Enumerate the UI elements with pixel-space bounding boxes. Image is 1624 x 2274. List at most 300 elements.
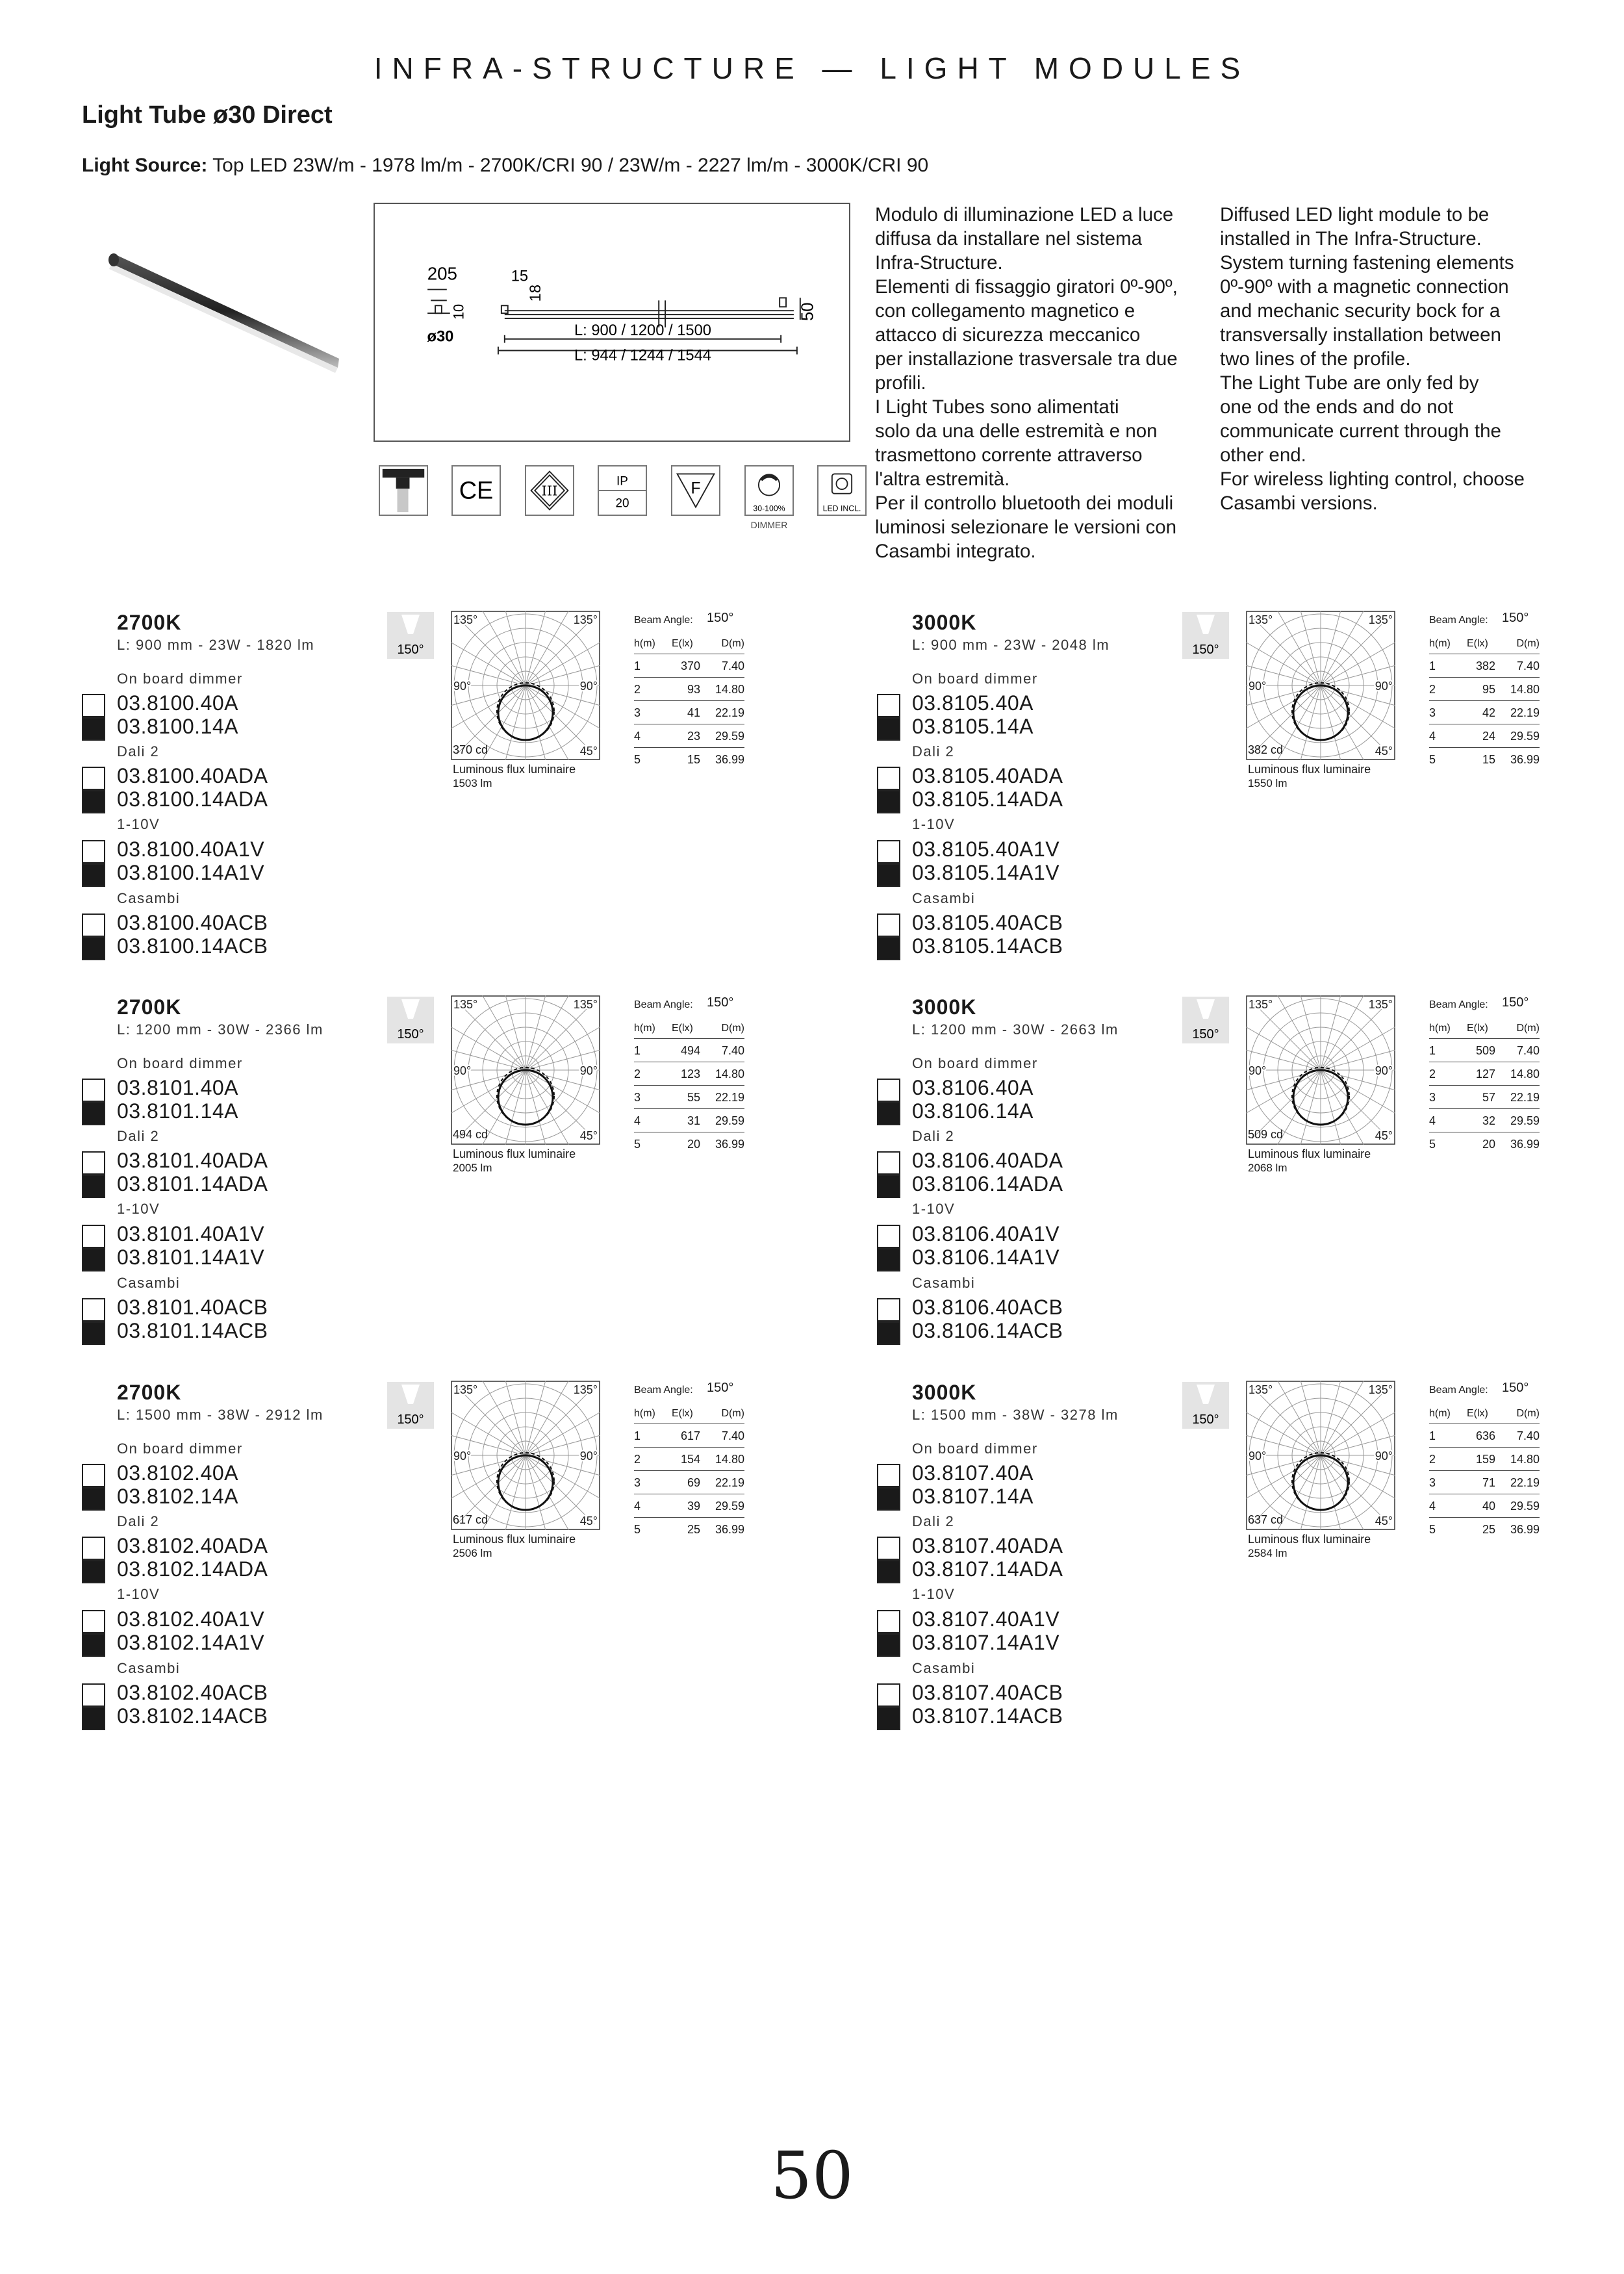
cell-height: 1 [1429, 659, 1436, 672]
product-photo [97, 240, 344, 377]
table-row [634, 1494, 744, 1518]
luminous-flux-value: 2584 lm [1248, 1547, 1288, 1559]
cell-height: 2 [634, 1067, 641, 1080]
cell-diameter: 22.19 [1510, 1476, 1540, 1489]
cell-diameter: 14.80 [1510, 683, 1540, 696]
cell-diameter: 36.99 [1510, 1523, 1540, 1536]
cell-height: 4 [1429, 1500, 1436, 1513]
class-iii-text: III [541, 483, 558, 499]
color-temperature: 2700K [117, 995, 182, 1019]
cell-height: 4 [634, 730, 641, 743]
black-finish-swatch [877, 1248, 900, 1271]
col-header-height: h(m) [634, 638, 655, 649]
luminous-flux-label: Luminous flux luminaire [453, 1147, 576, 1160]
product-code: 03.8106.14ACB [912, 1319, 1063, 1342]
cell-height: 3 [1429, 1476, 1436, 1489]
category-label: On board dimmer [912, 671, 1038, 687]
photometric-polar-chart [1246, 995, 1395, 1145]
illuminance-table [1429, 1381, 1540, 1540]
cell-illuminance: 617 [680, 1429, 700, 1442]
table-row [1429, 1518, 1540, 1540]
polar-diagram [1246, 611, 1395, 760]
table-row [1429, 724, 1540, 748]
angle-45-label: 45° [579, 745, 598, 758]
angle-90-left: 90° [453, 1064, 472, 1077]
cell-diameter: 7.40 [721, 1429, 744, 1442]
white-finish-swatch [877, 1298, 900, 1322]
angle-90-right: 90° [1375, 1064, 1393, 1077]
col-header-diameter: D(m) [1516, 1023, 1540, 1034]
product-code: 03.8101.40ADA [117, 1149, 268, 1172]
illuminance-table [634, 1381, 744, 1540]
category-label: 1-10V [117, 1586, 160, 1602]
ip-rating-icon [598, 465, 647, 516]
cell-diameter: 14.80 [715, 1067, 744, 1080]
angle-90-right: 90° [579, 680, 598, 693]
category-label: Casambi [117, 1275, 181, 1291]
product-code: 03.8106.14A1V [912, 1246, 1060, 1269]
cell-diameter: 36.99 [715, 1523, 744, 1536]
led-incl-text: LED INCL. [822, 504, 861, 513]
illuminance-table [634, 611, 744, 771]
category-label: 1-10V [912, 1586, 956, 1602]
photometric-polar-chart [1246, 611, 1395, 760]
angle-135-right: 135° [573, 613, 598, 626]
angle-135-left: 135° [453, 998, 478, 1011]
cell-height: 1 [1429, 1429, 1436, 1442]
product-code: 03.8101.14A1V [117, 1246, 265, 1269]
product-code: 03.8106.40A [912, 1076, 1034, 1099]
product-title: Light Tube ø30 Direct [82, 101, 333, 129]
product-code: 03.8102.14A1V [117, 1631, 265, 1654]
black-finish-swatch [82, 1175, 105, 1198]
col-header-illuminance: E(lx) [1467, 638, 1488, 649]
luminous-flux-value: 1550 lm [1248, 777, 1288, 789]
variant-block [82, 995, 796, 1385]
white-finish-swatch [82, 694, 105, 717]
table-row [1429, 1448, 1540, 1471]
black-finish-swatch [877, 1175, 900, 1198]
white-finish-swatch [82, 1683, 105, 1707]
beam-type-icon [379, 465, 428, 516]
table-row [1429, 1039, 1540, 1062]
luminous-flux-value: 2005 lm [453, 1162, 492, 1174]
polar-diagram [451, 1381, 600, 1530]
svg-text:150°: 150° [1192, 1027, 1219, 1041]
description-english: Diffused LED light module to be installed in The Infra-Structure. System turning fastening elements 0º-90º with a magnetic connection and mechanic security bock for a transversally installation between two lines of the profile. The Light Tube are only fed by one od the ends and do not communicate current through the other end. For wireless lighting control, choose Casambi versions. [1220, 204, 1525, 514]
cell-illuminance: 71 [1482, 1476, 1495, 1489]
white-finish-swatch [877, 1610, 900, 1633]
cell-illuminance: 382 [1475, 659, 1495, 672]
cell-diameter: 14.80 [715, 1453, 744, 1466]
category-label: On board dimmer [117, 1440, 243, 1457]
category-label: On board dimmer [912, 1055, 1038, 1071]
white-finish-swatch [82, 1537, 105, 1560]
cell-illuminance: 40 [1482, 1500, 1495, 1513]
cell-diameter: 29.59 [1510, 1500, 1540, 1513]
ce-mark-icon [451, 465, 501, 516]
cell-diameter: 22.19 [1510, 706, 1540, 719]
table-row [1429, 1494, 1540, 1518]
product-code: 03.8106.14A [912, 1099, 1034, 1123]
cell-height: 4 [1429, 730, 1436, 743]
product-code: 03.8105.14ACB [912, 934, 1063, 958]
angle-135-left: 135° [1249, 1383, 1273, 1396]
cell-illuminance: 69 [687, 1476, 700, 1489]
product-code: 03.8101.40A1V [117, 1222, 265, 1246]
beam-angle-icon [1182, 612, 1229, 659]
category-label: 1-10V [912, 1201, 956, 1217]
cell-diameter: 29.59 [1510, 1114, 1540, 1127]
length-label-2: L: 944 / 1244 / 1544 [574, 347, 711, 364]
white-finish-swatch [877, 840, 900, 863]
cell-diameter: 14.80 [1510, 1067, 1540, 1080]
product-code: 03.8102.14ACB [117, 1704, 268, 1728]
product-code: 03.8106.14ADA [912, 1172, 1063, 1195]
product-code: 03.8100.14A [117, 715, 238, 738]
polar-diagram [1246, 995, 1395, 1145]
product-code: 03.8106.40ADA [912, 1149, 1063, 1172]
black-finish-swatch [877, 1322, 900, 1345]
black-finish-swatch [877, 1560, 900, 1583]
cell-illuminance: 15 [1482, 753, 1495, 766]
col-header-height: h(m) [634, 1023, 655, 1034]
category-label: Casambi [912, 1660, 976, 1676]
beam-angle-label: Beam Angle: [1429, 615, 1488, 626]
black-finish-swatch [877, 937, 900, 960]
white-finish-swatch [82, 1464, 105, 1487]
variant-spec: L: 900 mm - 23W - 1820 lm [117, 637, 315, 653]
col-header-illuminance: E(lx) [1467, 1023, 1488, 1034]
dimmer-caption: DIMMER [750, 520, 788, 530]
cell-illuminance: 32 [1482, 1114, 1495, 1127]
black-finish-swatch [82, 717, 105, 741]
product-code: 03.8102.40ADA [117, 1534, 268, 1557]
col-header-illuminance: E(lx) [1467, 1408, 1488, 1419]
product-code: 03.8105.40ADA [912, 764, 1063, 787]
luminous-flux-value: 2506 lm [453, 1547, 492, 1559]
product-code: 03.8106.40A1V [912, 1222, 1060, 1246]
col-header-diameter: D(m) [721, 1408, 744, 1419]
polar-diagram [451, 611, 600, 760]
angle-45-label: 45° [579, 1129, 598, 1142]
color-temperature: 2700K [117, 1381, 182, 1404]
cell-diameter: 36.99 [1510, 753, 1540, 766]
white-finish-swatch [877, 694, 900, 717]
black-finish-swatch [877, 1633, 900, 1657]
beam-angle-header [1429, 611, 1540, 634]
table-row [634, 1039, 744, 1062]
white-finish-swatch [82, 1079, 105, 1102]
cell-illuminance: 57 [1482, 1091, 1495, 1104]
page-header: INFRA-STRUCTURE — LIGHT MODULES [374, 51, 1250, 85]
category-label: Dali 2 [912, 1513, 955, 1529]
white-finish-swatch [877, 1537, 900, 1560]
cell-illuminance: 494 [680, 1044, 700, 1057]
product-code: 03.8105.14A [912, 715, 1034, 738]
category-label: Casambi [912, 1275, 976, 1291]
black-finish-swatch [877, 863, 900, 887]
beam-angle-value: 150° [707, 611, 734, 625]
col-header-diameter: D(m) [721, 638, 744, 649]
category-label: Dali 2 [117, 1128, 160, 1144]
variant-spec: L: 1500 mm - 38W - 3278 lm [912, 1407, 1119, 1423]
col-header-diameter: D(m) [721, 1023, 744, 1034]
category-label: Casambi [912, 890, 976, 906]
angle-135-right: 135° [1368, 1383, 1393, 1396]
table-header-row [634, 634, 744, 654]
product-code: 03.8100.14ACB [117, 934, 268, 958]
cell-diameter: 7.40 [721, 1044, 744, 1057]
cell-illuminance: 95 [1482, 683, 1495, 696]
luminous-flux-label: Luminous flux luminaire [1248, 1533, 1371, 1546]
cell-illuminance: 41 [687, 706, 700, 719]
table-row [634, 654, 744, 678]
luminous-flux-label: Luminous flux luminaire [453, 1533, 576, 1546]
beam-angle-label: Beam Angle: [634, 1385, 693, 1396]
black-finish-swatch [82, 863, 105, 887]
table-row [634, 1132, 744, 1155]
beam-angle-label: Beam Angle: [634, 615, 693, 626]
col-header-height: h(m) [1429, 1023, 1451, 1034]
col-header-illuminance: E(lx) [672, 1408, 693, 1419]
beam-angle-header [634, 611, 744, 634]
candela-value: 382 cd [1248, 743, 1284, 756]
led-included-icon [817, 465, 867, 516]
category-label: Casambi [117, 1660, 181, 1676]
white-finish-swatch [877, 1683, 900, 1707]
cell-height: 5 [634, 753, 641, 766]
beam-angle-icon [387, 997, 434, 1043]
beam-angle-icon [387, 612, 434, 659]
angle-90-left: 90° [1249, 680, 1267, 693]
white-finish-swatch [877, 767, 900, 790]
color-temperature: 3000K [912, 1381, 977, 1404]
candela-value: 509 cd [1248, 1128, 1284, 1141]
cell-diameter: 7.40 [721, 659, 744, 672]
ip-label: IP [616, 474, 628, 489]
cell-diameter: 29.59 [715, 730, 744, 743]
f-mark-icon [671, 465, 720, 516]
cell-illuminance: 159 [1475, 1453, 1495, 1466]
category-label: Dali 2 [117, 1513, 160, 1529]
table-row [634, 748, 744, 771]
cell-height: 4 [634, 1500, 641, 1513]
candela-value: 370 cd [453, 743, 488, 756]
luminous-flux-value: 2068 lm [1248, 1162, 1288, 1174]
beam-angle-label: Beam Angle: [634, 999, 693, 1010]
black-finish-swatch [82, 1487, 105, 1511]
col-header-height: h(m) [634, 1408, 655, 1419]
cell-illuminance: 123 [680, 1067, 700, 1080]
table-row [634, 1424, 744, 1448]
table-row [634, 1062, 744, 1086]
luminous-flux-label: Luminous flux luminaire [453, 763, 576, 776]
product-code: 03.8107.14ADA [912, 1557, 1063, 1581]
product-code: 03.8102.14ADA [117, 1557, 268, 1581]
white-finish-swatch [877, 1151, 900, 1175]
white-finish-swatch [877, 1079, 900, 1102]
table-row [1429, 1471, 1540, 1494]
cell-diameter: 36.99 [715, 753, 744, 766]
cell-height: 1 [1429, 1044, 1436, 1057]
table-header-row [1429, 1019, 1540, 1039]
white-finish-swatch [82, 913, 105, 937]
product-code: 03.8101.14A [117, 1099, 238, 1123]
variant-spec: L: 900 mm - 23W - 2048 lm [912, 637, 1110, 653]
product-code: 03.8105.40A1V [912, 837, 1060, 861]
beam-angle-header [1429, 1381, 1540, 1404]
product-code: 03.8107.40A [912, 1461, 1034, 1485]
table-row [634, 1471, 744, 1494]
angle-90-left: 90° [453, 1450, 472, 1463]
variant-block [877, 611, 1592, 1001]
cell-height: 2 [634, 683, 641, 696]
beam-angle-label: Beam Angle: [1429, 999, 1488, 1010]
table-header-row [1429, 634, 1540, 654]
svg-text:150°: 150° [397, 1027, 424, 1041]
angle-90-right: 90° [579, 1450, 598, 1463]
dimmer-icon [744, 465, 794, 516]
color-temperature: 2700K [117, 611, 182, 634]
cell-height: 2 [1429, 1453, 1436, 1466]
page-number: 50 [770, 2138, 854, 2214]
product-code: 03.8101.14ACB [117, 1319, 268, 1342]
variant-block [877, 1381, 1592, 1770]
cell-height: 2 [1429, 683, 1436, 696]
table-row [1429, 1424, 1540, 1448]
product-code: 03.8105.14ADA [912, 787, 1063, 811]
product-code: 03.8107.40A1V [912, 1607, 1060, 1631]
angle-135-left: 135° [453, 1383, 478, 1396]
product-code: 03.8100.14ADA [117, 787, 268, 811]
black-finish-swatch [82, 1560, 105, 1583]
angle-135-right: 135° [1368, 613, 1393, 626]
table-row [1429, 678, 1540, 701]
dim-205: 205 [427, 263, 457, 284]
luminous-flux-value: 1503 lm [453, 777, 492, 789]
cell-height: 3 [634, 706, 641, 719]
beam-angle-value: 150° [1502, 611, 1529, 625]
ip-value: 20 [615, 496, 629, 511]
diameter-label: ø30 [427, 328, 454, 346]
cell-height: 2 [1429, 1067, 1436, 1080]
white-finish-swatch [877, 1464, 900, 1487]
cell-illuminance: 24 [1482, 730, 1495, 743]
beam-angle-icon [387, 1382, 434, 1429]
cell-illuminance: 25 [1482, 1523, 1495, 1536]
luminous-flux-label: Luminous flux luminaire [1248, 763, 1371, 776]
white-finish-swatch [82, 767, 105, 790]
angle-45-label: 45° [579, 1514, 598, 1527]
product-code: 03.8102.40A1V [117, 1607, 265, 1631]
cell-diameter: 22.19 [1510, 1091, 1540, 1104]
cell-height: 5 [1429, 1138, 1436, 1151]
category-label: Dali 2 [117, 743, 160, 760]
product-code: 03.8107.14ACB [912, 1704, 1063, 1728]
photometric-polar-chart [1246, 1381, 1395, 1530]
product-code: 03.8107.40ADA [912, 1534, 1063, 1557]
cell-diameter: 14.80 [715, 683, 744, 696]
white-finish-swatch [877, 1225, 900, 1248]
black-finish-swatch [82, 937, 105, 960]
light-source-value: Top LED 23W/m - 1978 lm/m - 2700K/CRI 90 / 23W/m - 2227 lm/m - 3000K/CRI 90 [207, 155, 929, 176]
black-finish-swatch [82, 1322, 105, 1345]
col-header-diameter: D(m) [1516, 1408, 1540, 1419]
white-finish-swatch [82, 1610, 105, 1633]
table-row [1429, 701, 1540, 724]
svg-text:150°: 150° [1192, 643, 1219, 657]
cell-diameter: 36.99 [1510, 1138, 1540, 1151]
color-temperature: 3000K [912, 995, 977, 1019]
cell-height: 5 [634, 1138, 641, 1151]
cell-diameter: 22.19 [715, 1091, 744, 1104]
cell-illuminance: 39 [687, 1500, 700, 1513]
beam-angle-icon [1182, 997, 1229, 1043]
table-row [634, 1086, 744, 1109]
cell-illuminance: 127 [1475, 1067, 1495, 1080]
svg-text:150°: 150° [397, 1412, 424, 1427]
cell-illuminance: 20 [687, 1138, 700, 1151]
illuminance-table [1429, 995, 1540, 1155]
luminous-flux-label: Luminous flux luminaire [1248, 1147, 1371, 1160]
cell-diameter: 7.40 [1516, 1429, 1540, 1442]
angle-135-right: 135° [573, 1383, 598, 1396]
cell-illuminance: 154 [680, 1453, 700, 1466]
cell-illuminance: 509 [1475, 1044, 1495, 1057]
cell-diameter: 7.40 [1516, 659, 1540, 672]
product-code: 03.8101.14ADA [117, 1172, 268, 1195]
cell-illuminance: 370 [680, 659, 700, 672]
light-source-label: Light Source: [82, 155, 208, 176]
product-code: 03.8100.40ACB [117, 911, 268, 934]
angle-135-left: 135° [1249, 613, 1273, 626]
technical-drawing [374, 203, 850, 442]
candela-value: 637 cd [1248, 1513, 1284, 1526]
product-code: 03.8100.40A1V [117, 837, 265, 861]
cell-height: 4 [634, 1114, 641, 1127]
category-label: 1-10V [912, 816, 956, 832]
cell-diameter: 29.59 [715, 1114, 744, 1127]
beam-angle-header [634, 1381, 744, 1404]
cell-height: 1 [634, 659, 641, 672]
table-row [1429, 1086, 1540, 1109]
col-header-height: h(m) [1429, 638, 1451, 649]
cell-height: 5 [1429, 753, 1436, 766]
beam-angle-header [1429, 995, 1540, 1019]
cell-diameter: 14.80 [1510, 1453, 1540, 1466]
black-finish-swatch [877, 1487, 900, 1511]
light-source [82, 155, 928, 177]
white-finish-swatch [82, 1225, 105, 1248]
black-finish-swatch [82, 790, 105, 813]
angle-90-left: 90° [1249, 1450, 1267, 1463]
illuminance-table [1429, 611, 1540, 771]
candela-value: 494 cd [453, 1128, 488, 1141]
cell-diameter: 29.59 [715, 1500, 744, 1513]
angle-135-left: 135° [1249, 998, 1273, 1011]
cell-diameter: 22.19 [715, 1476, 744, 1489]
category-label: On board dimmer [117, 671, 243, 687]
product-code: 03.8100.14A1V [117, 861, 265, 884]
product-code: 03.8100.40A [117, 691, 238, 715]
table-row [634, 1518, 744, 1540]
cell-height: 3 [1429, 706, 1436, 719]
dim-18: 18 [527, 284, 545, 302]
category-label: On board dimmer [912, 1440, 1038, 1457]
angle-45-label: 45° [1375, 745, 1393, 758]
category-label: On board dimmer [117, 1055, 243, 1071]
